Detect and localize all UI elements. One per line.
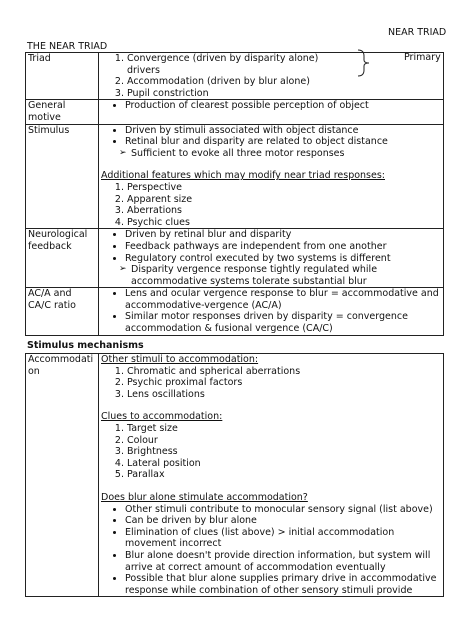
list-item: 3. Lens oscillations (127, 389, 441, 401)
list-item: 2. Accommodation (driven by blur alone) (127, 76, 441, 88)
row-label: Neurological feedback (26, 229, 99, 288)
list-item: 1. Target size (127, 423, 441, 435)
list-item: • Driven by stimuli associated with object distance (125, 125, 441, 137)
row-label: AC/A and CA/C ratio (26, 288, 99, 335)
table-row (26, 53, 444, 100)
list-item: • Driven by retinal blur and disparity (125, 229, 441, 241)
list-item: 1. Chromatic and spherical aberrations (127, 366, 441, 378)
table-row (26, 100, 444, 124)
list-item: 5. Parallax (127, 469, 441, 481)
list-item: 1. Convergence (driven by disparity alone) drivers (127, 53, 441, 76)
subheading: Does blur alone stimulate accommodation? (101, 491, 308, 503)
stimulus-mechanisms-table (25, 353, 444, 597)
triad-list (101, 53, 441, 99)
list-item: 1. Perspective (127, 182, 441, 194)
table-row (26, 124, 444, 229)
list-item: 4. Psychic clues (127, 217, 441, 229)
list-item: • Feedback pathways are independent from one another (125, 241, 441, 253)
row-label: General motive (26, 100, 99, 124)
list-item: • Other stimuli contribute to monocular sensory signal (list above) (125, 504, 441, 516)
list-item: • Retinal blur and disparity are related to object distance (125, 136, 441, 148)
header-right: NEAR TRIAD (388, 27, 447, 38)
near-triad-table (25, 52, 444, 336)
row-label: Triad (26, 53, 99, 100)
list-item: • Similar motor responses driven by disparity = convergence accommodation & fusional vergence (CA/C) (125, 311, 441, 334)
table-row (26, 229, 444, 288)
subheading: Clues to accommodation: (101, 411, 223, 423)
sub-item: ➢ Sufficient to evoke all three motor responses (119, 148, 441, 160)
list-item: 3. Pupil constriction (127, 88, 441, 100)
sub-item: ➢ Disparity vergence response tightly regulated while accommodative systems tolerate substantial blur (119, 264, 441, 287)
section-title: Stimulus mechanisms (27, 340, 144, 351)
list-item: 2. Apparent size (127, 194, 441, 206)
list-item: 4. Lateral position (127, 458, 441, 470)
list-item: • Regulatory control executed by two systems is different (125, 253, 441, 265)
row-label: Stimulus (26, 124, 99, 229)
table-row (26, 288, 444, 335)
list-item: • Blur alone doesn't provide direction information, but system will arrive at correct amount of accommodation eventually (125, 550, 441, 573)
list-item: 2. Colour (127, 435, 441, 447)
subheading: Additional features which may modify near triad responses: (101, 170, 385, 182)
primary-label: Primary (404, 52, 441, 63)
list-item: • Can be driven by blur alone (125, 515, 441, 527)
list-item: • Lens and ocular vergence response to blur = accommodative and accommodative-vergence (AC/A) (125, 288, 441, 311)
list-item: • Possible that blur alone supplies primary drive in accommodative response while combination of other sensory stimuli provide (125, 573, 441, 596)
list-item: 3. Aberrations (127, 205, 441, 217)
table-row (26, 354, 444, 597)
row-label: Accommodation (26, 354, 99, 597)
list-item: • Production of clearest possible perception of object (125, 100, 441, 112)
list-item: • Elimination of clues (list above) > initial accommodation movement incorrect (125, 527, 441, 550)
page-title: THE NEAR TRIAD (27, 41, 108, 52)
list-item: 3. Brightness (127, 446, 441, 458)
subheading: Other stimuli to accommodation: (101, 354, 259, 365)
list-item: 2. Psychic proximal factors (127, 377, 441, 389)
